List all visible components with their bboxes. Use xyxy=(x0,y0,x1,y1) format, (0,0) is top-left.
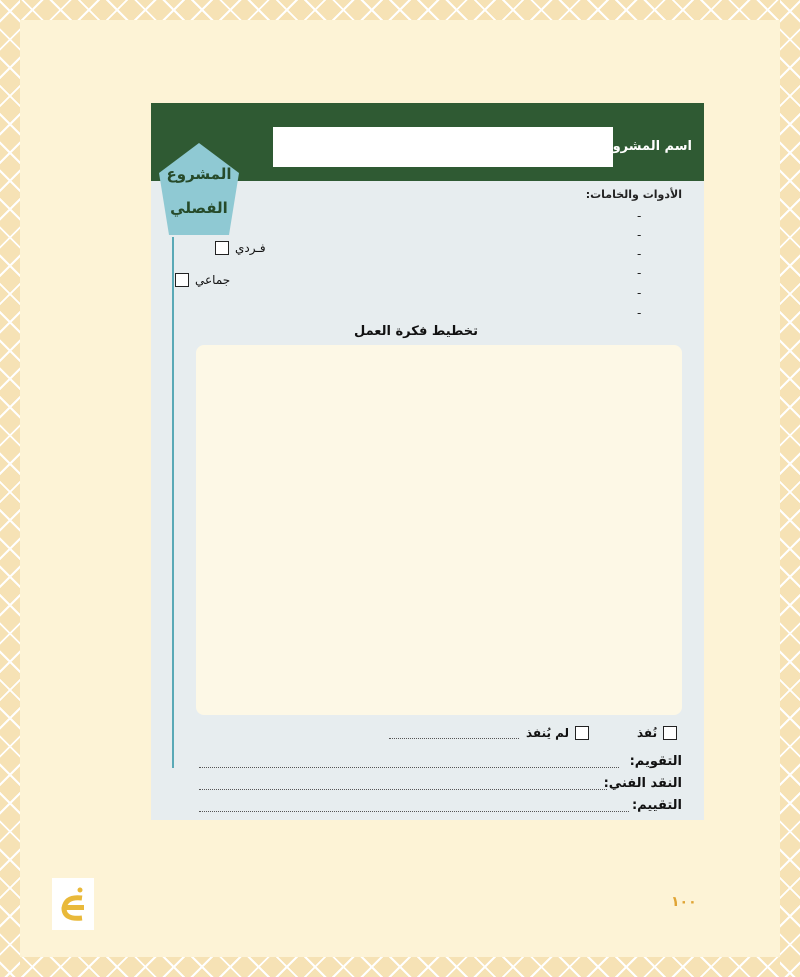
project-name-field[interactable] xyxy=(273,127,613,167)
pentagon-shape xyxy=(157,141,241,237)
tools-list-item: - xyxy=(637,306,642,320)
divider-line xyxy=(172,237,174,768)
group-label: جماعي xyxy=(195,273,231,287)
assessment-label: التقويم: xyxy=(629,754,682,769)
not-executed-checkbox[interactable] xyxy=(575,726,589,740)
badge-line-2: الفصلي xyxy=(170,199,228,217)
semester-project-badge xyxy=(157,141,241,237)
decorative-border-right xyxy=(780,0,800,977)
decorative-border-left xyxy=(0,0,20,977)
tools-list-item: - xyxy=(637,247,642,261)
evaluation-label: التقييم: xyxy=(631,798,682,813)
executed-checkbox[interactable] xyxy=(663,726,677,740)
art-critique-line[interactable] xyxy=(199,789,607,790)
project-name-label: اسم المشروع xyxy=(603,139,692,154)
tools-list-item: - xyxy=(637,209,642,223)
individual-option[interactable] xyxy=(215,241,266,255)
tools-list-item: - xyxy=(637,266,642,280)
tools-materials-title: الأدوات والخامات: xyxy=(585,188,682,201)
tools-list-item: - xyxy=(637,228,642,242)
not-executed-reason-line[interactable] xyxy=(389,738,519,739)
decorative-border-top xyxy=(0,0,800,20)
art-critique-label: النقد الفني: xyxy=(603,776,682,791)
badge-line-1: المشروع xyxy=(166,165,232,183)
publisher-logo xyxy=(52,878,94,930)
not-executed-label: لم يُنفذ xyxy=(526,726,570,740)
individual-checkbox[interactable] xyxy=(215,241,229,255)
executed-label: نُفذ xyxy=(637,726,658,740)
tools-list-item: - xyxy=(637,286,642,300)
individual-label: فـردي xyxy=(235,241,266,255)
group-checkbox[interactable] xyxy=(175,273,189,287)
work-plan-area[interactable] xyxy=(196,345,682,715)
project-worksheet-card xyxy=(151,103,704,820)
group-option[interactable] xyxy=(175,273,230,287)
page-number: ١٠٠ xyxy=(671,894,697,910)
executed-option[interactable] xyxy=(637,726,677,740)
assessment-line[interactable] xyxy=(199,767,619,768)
publisher-logo-icon xyxy=(52,878,94,930)
not-executed-option[interactable] xyxy=(526,726,589,740)
decorative-border-bottom xyxy=(0,957,800,977)
work-plan-title: تخطيط فكرة العمل xyxy=(353,324,479,339)
evaluation-line[interactable] xyxy=(199,811,629,812)
